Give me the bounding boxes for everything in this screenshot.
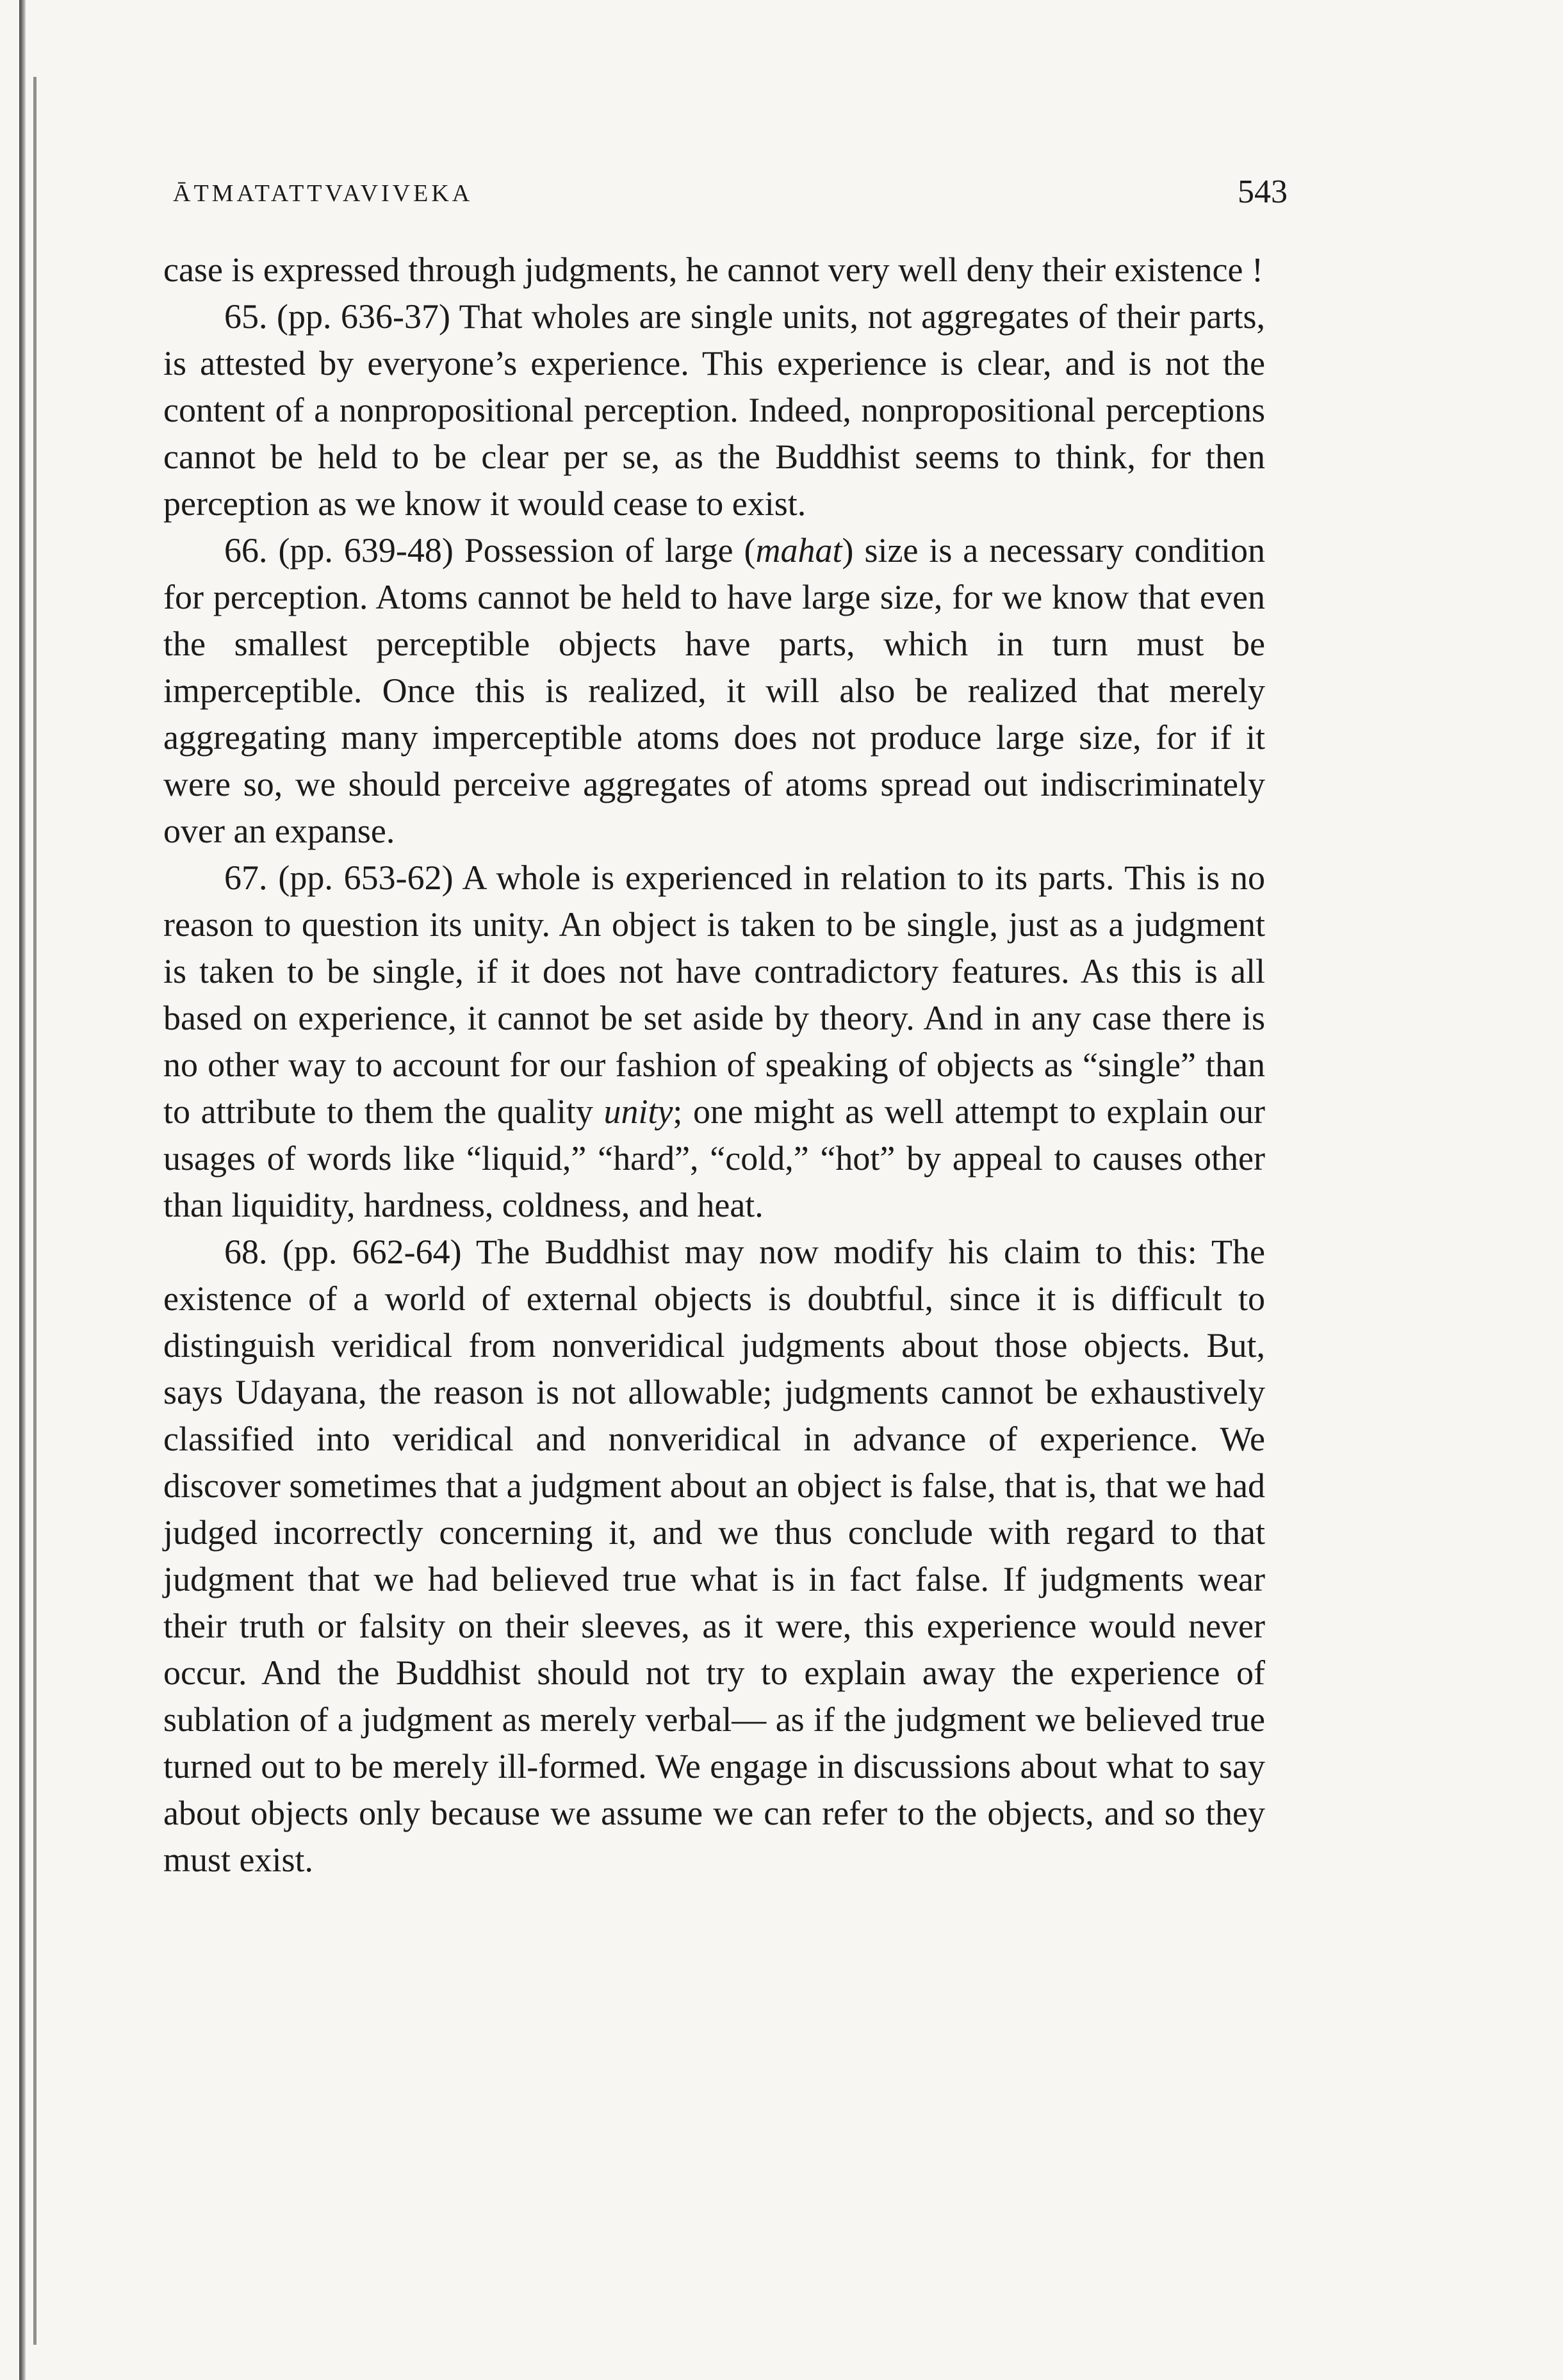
page-header <box>173 173 1288 218</box>
paragraph-number: 66. <box>224 531 268 570</box>
paragraph-67 <box>163 855 1265 1229</box>
italic-term: mahat <box>755 531 842 570</box>
page-number: 543 <box>1238 174 1288 210</box>
paragraph-number: 68. <box>224 1233 268 1271</box>
page-binding-shadow <box>33 77 37 2345</box>
paragraph-68 <box>163 1229 1265 1883</box>
paragraph-text-before: (pp. 639-48) Possession of large ( <box>278 531 756 570</box>
paragraph-text: (pp. 636-37) That wholes are single units, not aggregates of their parts, is attested by everyone’s experience. This experience is clear, and is not the content of a nonpropositional perception. Indeed, nonpropositional perceptions cannot be held to be clear per se, as the Buddhist seems to think, for then perception as we know it would cease to exist. <box>163 297 1265 523</box>
paragraph-text: (pp. 662-64) The Buddhist may now modify his claim to this: The existence of a world of external objects is doubtful, since it is difficult to distinguish veridical from nonveridical judgments about those objects. But, says Udayana, the reason is not allowable; judgments cannot be exhaustively classified into veridical and nonveridical in advance of experience. We discover sometimes that a judgment about an object is false, that is, that we had judged incorrectly concerning it, and we thus conclude with regard to that judgment that we had believed true what is in fact false. If judgments wear their truth or falsity on their sleeves, as it were, this experience would never occur. And the Buddhist should not try to explain away the experience of sublation of a judgment as merely verbal— as if the judgment we believed true turned out to be merely ill-formed. We engage in discussions about what to say about objects only because we assume we can refer to the objects, and so they must exist. <box>163 1233 1265 1879</box>
paragraph-text: case is expressed through judgments, he cannot very well deny their existence ! <box>163 250 1263 289</box>
paragraph-continuation <box>163 247 1265 293</box>
page-binding-edge <box>19 0 26 2380</box>
paragraph-number: 67. <box>224 858 268 897</box>
paragraph-66 <box>163 527 1265 855</box>
paragraph-text-before: (pp. 653-62) A whole is experienced in relation to its parts. This is no reason to question its unity. An object is taken to be single, just as a judgment is taken to be single, if it does not have contradictory features. As this is all based on experience, it cannot be set aside by theory. And in any case there is no other way to account for our fashion of speaking of objects as “single” than to attribute to them the quality <box>163 858 1266 1131</box>
running-head: ĀTMATATTVAVIVEKA <box>173 180 473 207</box>
paragraph-text-after: ) size is a necessary condition for perception. Atoms cannot be held to have large size, for we know that even the smallest perceptible objects have parts, which in turn must be imperceptible. Once this is realized, it will also be realized that merely aggregating many imperceptible atoms does not produce large size, for if it were so, we should perceive aggregates of atoms spread out indiscriminately over an expanse. <box>163 531 1266 850</box>
body-text <box>163 247 1265 1883</box>
paragraph-text-after: ; one might as well attempt to explain our usages of words like “liquid,” “hard”, “cold,” “hot” by appeal to causes other than liquidity, hardness, coldness, and heat. <box>163 1092 1265 1224</box>
italic-term: unity <box>603 1092 673 1131</box>
paragraph-65 <box>163 293 1265 527</box>
paragraph-number: 65. <box>224 297 268 336</box>
